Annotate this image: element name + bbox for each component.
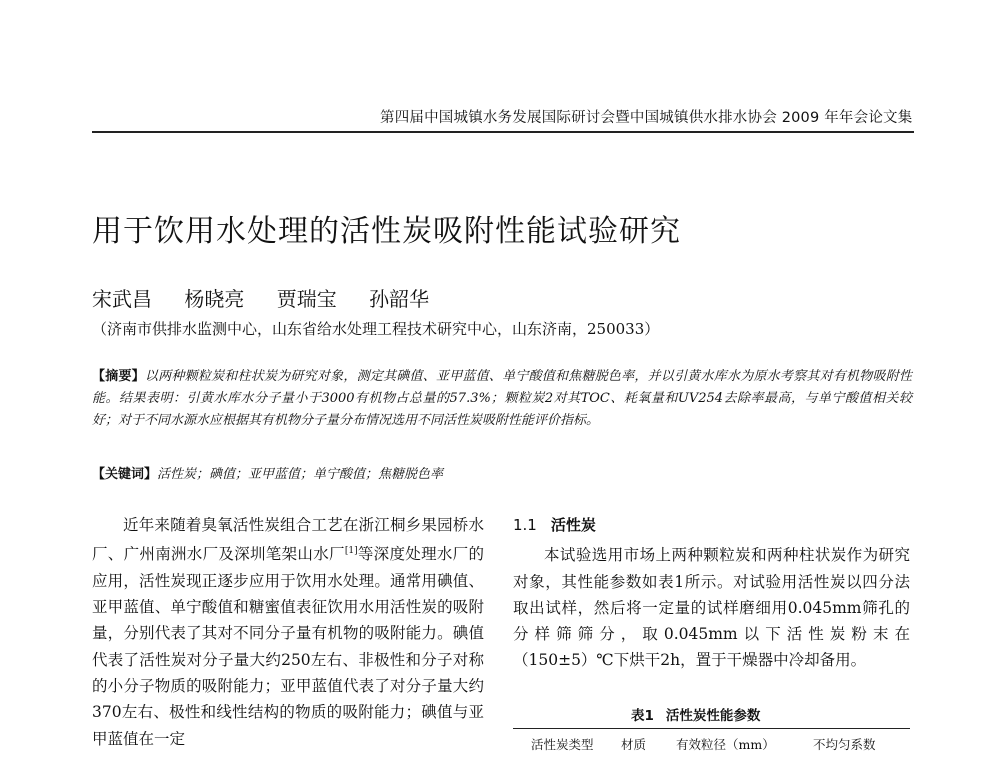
affiliation: （济南市供排水监测中心，山东省给水处理工程技术研究中心，山东济南，250033）	[92, 320, 660, 338]
table-col-uniformity: 不均匀系数	[813, 737, 876, 752]
table-number: 表1	[631, 708, 654, 724]
table-caption	[631, 704, 760, 724]
section-title: 活性炭	[550, 516, 596, 534]
running-header: 第四届中国城镇水务发展国际研讨会暨中国城镇供水排水协会 2009 年年会论文集	[380, 110, 913, 126]
section-heading	[513, 512, 910, 538]
table-col-type: 活性炭类型	[531, 737, 594, 752]
body-column-left	[92, 512, 484, 752]
citation-ref: [1]	[344, 546, 358, 557]
table-col-size: 有效粒径（mm）	[676, 737, 775, 752]
author-1: 宋武昌	[92, 287, 152, 311]
paper-title: 用于饮用水处理的活性炭吸附性能试验研究	[92, 214, 681, 249]
keywords-text: 活性炭；碘值；亚甲蓝值；单宁酸值；焦糖脱色率	[157, 467, 444, 482]
intro-text-a: 近年来随着臭氧活性炭组合工艺在浙江桐乡果园桥水厂、广州南洲水厂及深圳笔架山水厂	[92, 516, 484, 564]
author-2: 杨晓亮	[184, 287, 245, 311]
table-col-material: 材质	[621, 737, 647, 752]
abstract-label: 【摘要】	[92, 369, 145, 384]
author-list	[92, 283, 455, 312]
table-title: 活性炭性能参数	[665, 708, 761, 724]
intro-text-b: 等深度处理水厂的应用，活性炭现正逐步应用于饮用水处理。通常用碘值、亚甲蓝值、单宁酸值和糖蜜值表征饮用水用活性炭的吸附量，分别代表了其对不同分子量有机物的吸附能力。碘值代表了活性炭对分子量大约250左右、非极性和分子对称的小分子物质的吸附能力；亚甲蓝值代表了对分子量大约370左右、极性和线性结构的物质的吸附能力；碘值与亚甲蓝值在一定	[92, 545, 484, 748]
keywords-label: 【关键词】	[92, 467, 158, 482]
author-3: 贾瑞宝	[276, 287, 337, 311]
section-paragraph: 本试验选用市场上两种颗粒炭和两种柱状炭作为研究对象，其性能参数如表1所示。对试验用活性炭以四分法取出试样，然后将一定量的试样磨细用0.045mm筛孔的分样筛筛分，取0.045mm以下活性炭粉末在（150±5）℃下烘干2h，置于干燥器中冷却备用。	[513, 546, 910, 670]
table-top-rule	[513, 728, 910, 729]
abstract	[92, 366, 912, 432]
author-4: 孙韶华	[369, 287, 430, 311]
keywords	[92, 463, 912, 482]
body-column-right	[513, 512, 910, 674]
intro-paragraph	[92, 512, 484, 752]
header-rule	[92, 131, 914, 133]
section-number: 1.1	[513, 516, 537, 534]
abstract-text: 以两种颗粒炭和柱状炭为研究对象，测定其碘值、亚甲蓝值、单宁酸值和焦糖脱色率，并以引黄水库水为原水考察其对有机物吸附性能。结果表明：引黄水库水分子量小于3000有机物占总量的57.3%；颗粒炭2对其TOC、耗氧量和UV254去除率最高，与单宁酸值相关较好；对于不同水源水应根据其有机物分子量分布情况选用不同活性炭吸附性能评价指标。	[92, 369, 912, 428]
